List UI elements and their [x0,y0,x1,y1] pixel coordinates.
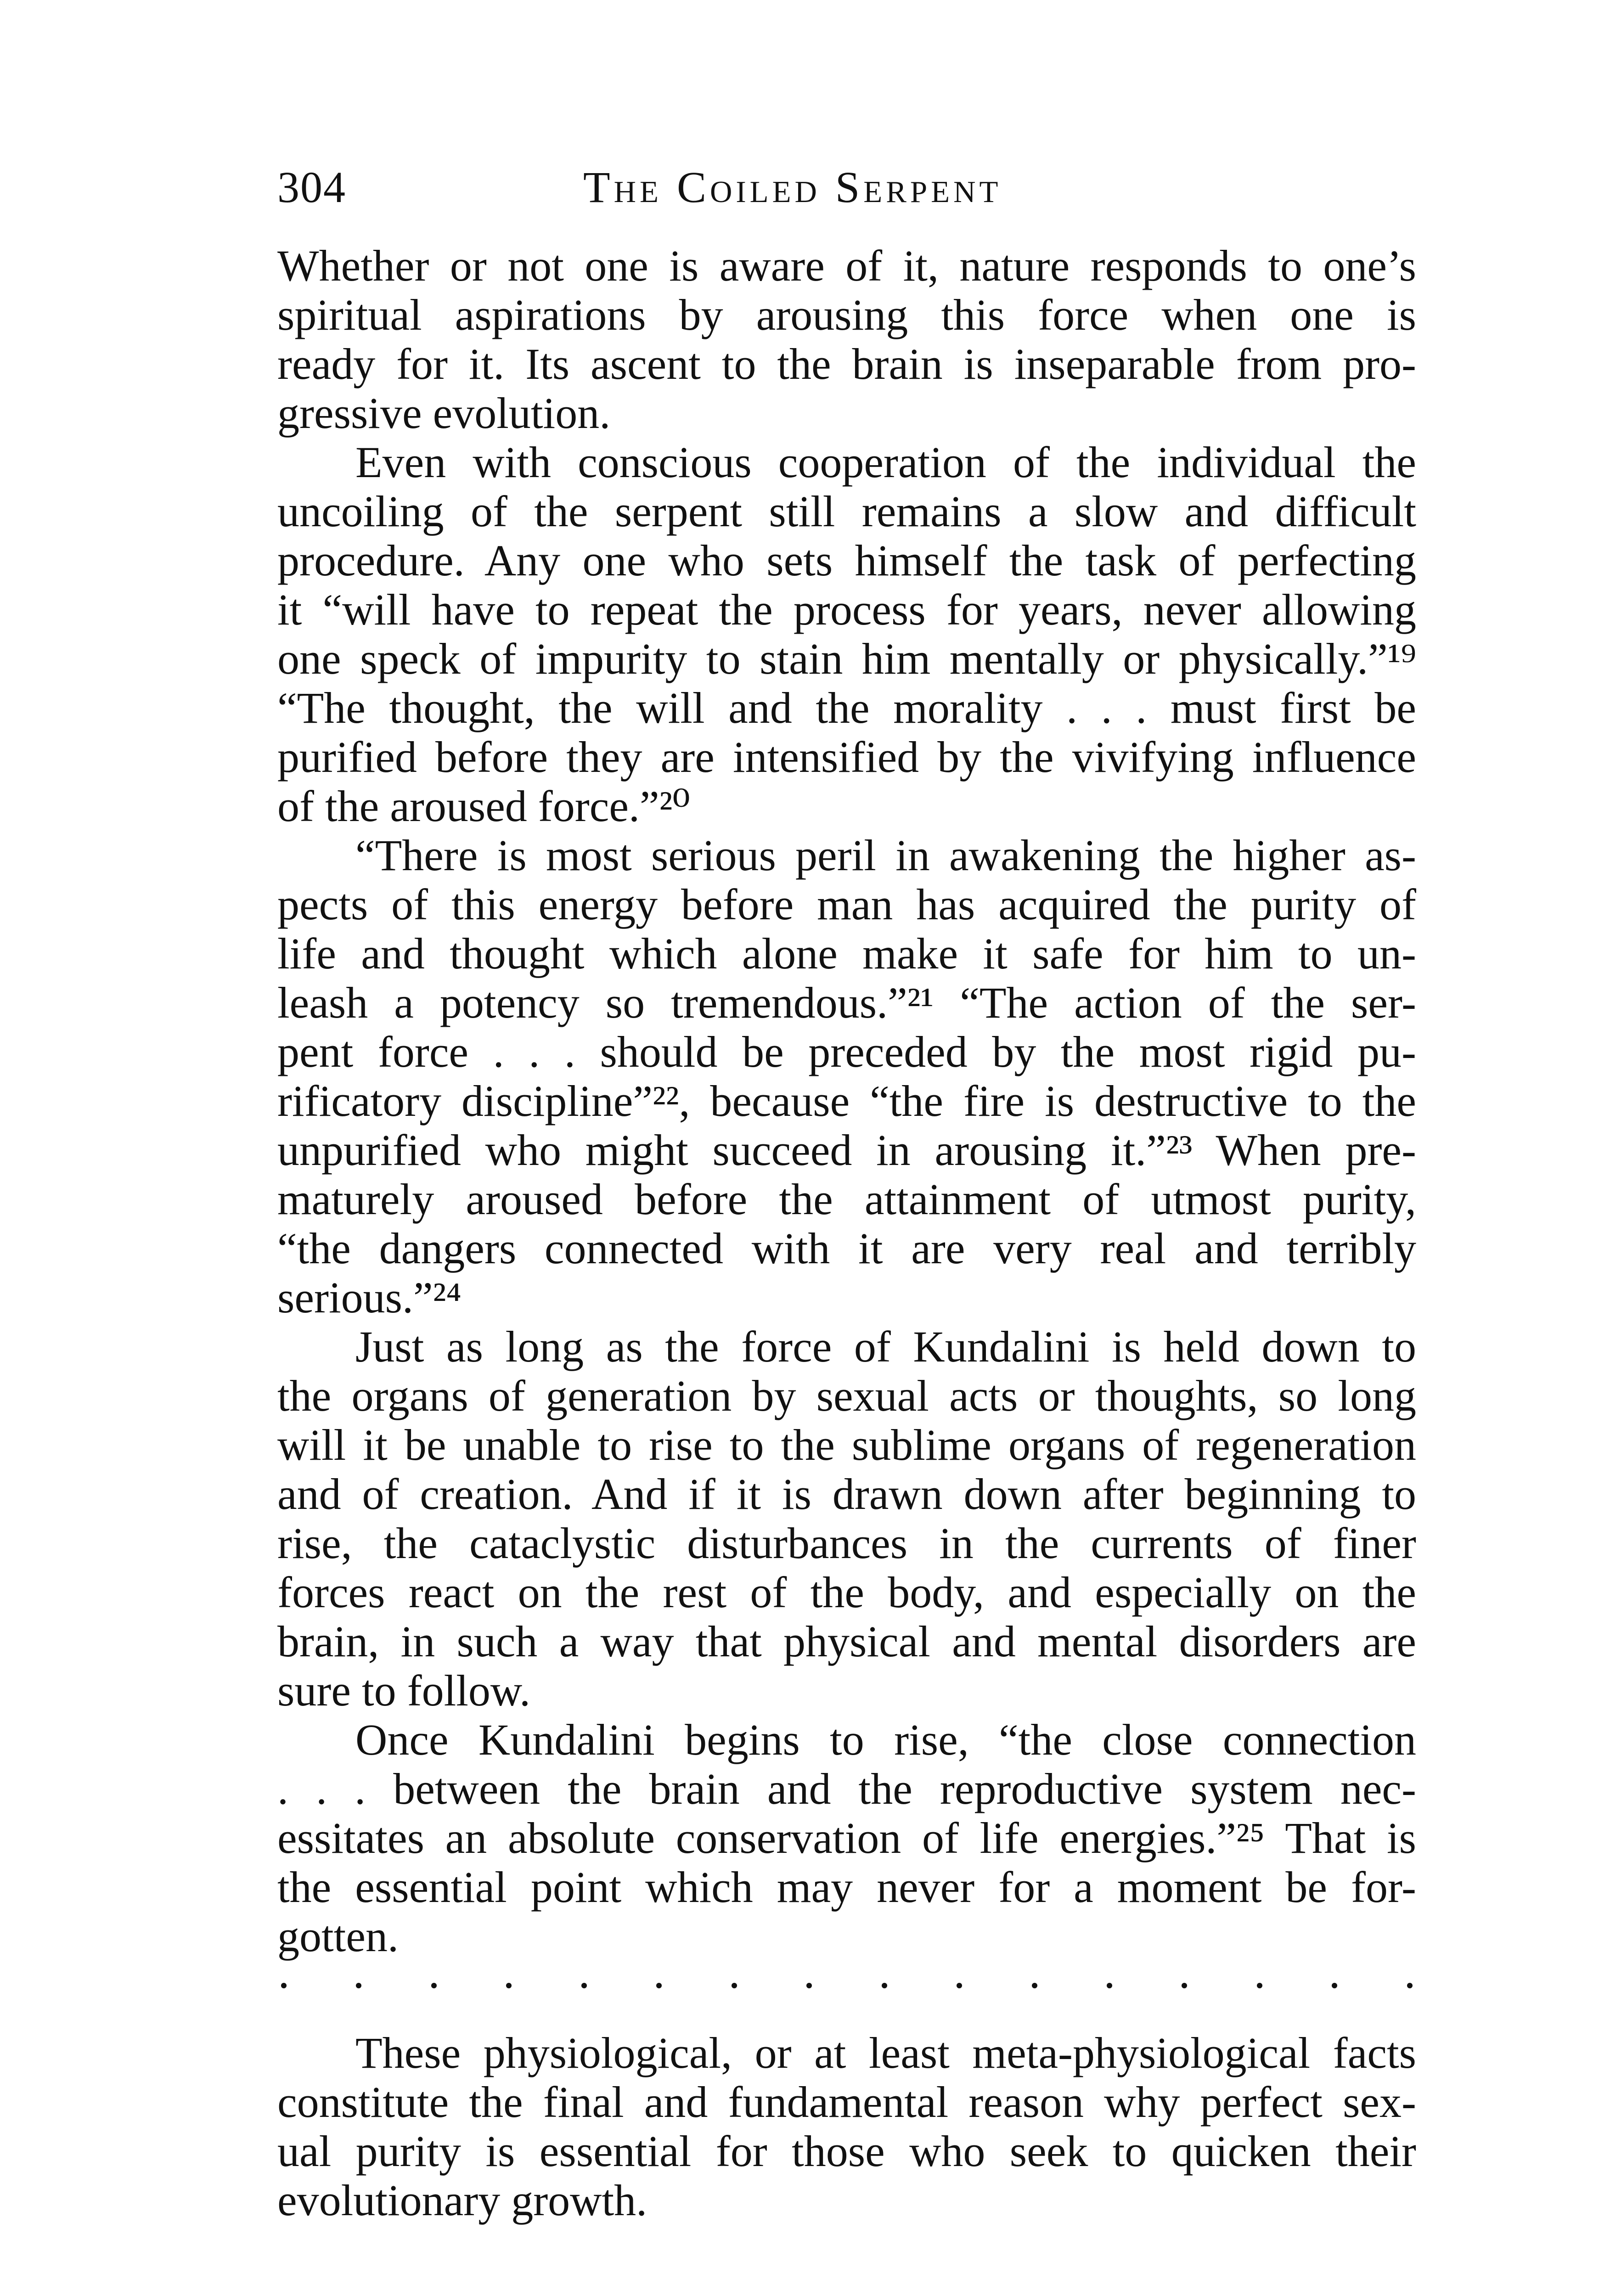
text-line: . . . between the brain and the reproductive system nec- [277,1764,1416,1813]
running-head: The Coiled Serpent [583,163,1002,212]
text-line: of the aroused force.”²⁰ [277,782,690,831]
separator-dot [1257,1983,1262,1988]
section-separator [277,1961,1416,2010]
text-line: pent force . . . should be preceded by the most rigid pu- [277,1027,1416,1076]
text-line: “the dangers connected with it are very real and terribly [277,1224,1416,1273]
separator-dot [356,1983,361,1988]
separator-dot [957,1983,962,1988]
text-line: rise, the cataclystic disturbances in the currents of finer [277,1519,1416,1568]
paragraph [277,241,1416,438]
text-line: rificatory discipline”²², because “the fire is destructive to the [277,1076,1416,1125]
paragraph [277,1715,1416,1961]
text-line: “The thought, the will and the morality . . . must first be [277,683,1416,732]
text-line: forces react on the rest of the body, and especially on the [277,1568,1416,1617]
text-line: and of creation. And if it is drawn down after beginning to [277,1469,1416,1519]
separator-dot [581,1983,587,1988]
text-line: These physiological, or at least meta-physiological facts [355,2028,1416,2077]
text-line: serious.”²⁴ [277,1273,462,1322]
separator-dot [506,1983,512,1988]
separator-dot [806,1983,812,1988]
separator-dot [1107,1983,1112,1988]
text-line: ready for it. Its ascent to the brain is inseparable from pro- [277,339,1416,388]
text-line: leash a potency so tremendous.”²¹ “The action of the ser- [277,978,1416,1027]
separator-dot [656,1983,662,1988]
text-line: uncoiling of the serpent still remains a slow and difficult [277,487,1416,536]
body-text [277,241,1416,2225]
paragraph [277,831,1416,1322]
separator-dot [1182,1983,1187,1988]
page-number: 304 [277,163,346,212]
text-line: ual purity is essential for those who seek to quicken their [277,2127,1416,2176]
text-line: spiritual aspirations by arousing this force when one is [277,290,1416,339]
text-line: Even with conscious cooperation of the individual the [355,438,1416,487]
text-line: the essential point which may never for a moment be for- [277,1863,1416,1912]
separator-dot [1407,1983,1413,1988]
text-line: gressive evolution. [277,388,611,438]
text-line: evolutionary growth. [277,2176,647,2225]
text-line: pects of this energy before man has acquired the purity of [277,880,1416,929]
text-line: the organs of generation by sexual acts or thoughts, so long [277,1371,1416,1420]
text-line: brain, in such a way that physical and mental disorders are [277,1617,1416,1666]
text-line: life and thought which alone make it safe for him to un- [277,929,1416,978]
text-line: gotten. [277,1912,399,1961]
paragraph [277,2028,1416,2225]
text-line: constitute the final and fundamental reason why perfect sex- [277,2077,1416,2127]
text-line: sure to follow. [277,1666,531,1715]
spacer [277,2010,1416,2028]
text-line: unpurified who might succeed in arousing it.”²³ When pre- [277,1125,1416,1175]
text-line: purified before they are intensified by the vivifying influence [277,732,1416,782]
paragraph [277,1322,1416,1715]
text-line: Whether or not one is aware of it, nature responds to one’s [277,241,1416,290]
text-line: Once Kundalini begins to rise, “the close connection [355,1715,1416,1764]
text-line: essitates an absolute conservation of life energies.”²⁵ That is [277,1813,1416,1863]
paragraph [277,438,1416,831]
text-line: one speck of impurity to stain him mentally or physically.”¹⁹ [277,634,1416,683]
separator-dot [281,1983,287,1988]
separator-dot [732,1983,737,1988]
text-line: it “will have to repeat the process for years, never allowing [277,585,1416,634]
separator-dot [882,1983,887,1988]
page-header [0,165,1610,220]
text-line: “There is most serious peril in awakening the higher as- [355,831,1416,880]
text-line: Just as long as the force of Kundalini is held down to [355,1322,1416,1371]
text-line: procedure. Any one who sets himself the task of perfecting [277,536,1416,585]
separator-dot [431,1983,437,1988]
separator-dot [1032,1983,1037,1988]
text-line: will it be unable to rise to the sublime organs of regeneration [277,1420,1416,1469]
text-line: maturely aroused before the attainment of utmost purity, [277,1175,1416,1224]
separator-dot [1332,1983,1337,1988]
